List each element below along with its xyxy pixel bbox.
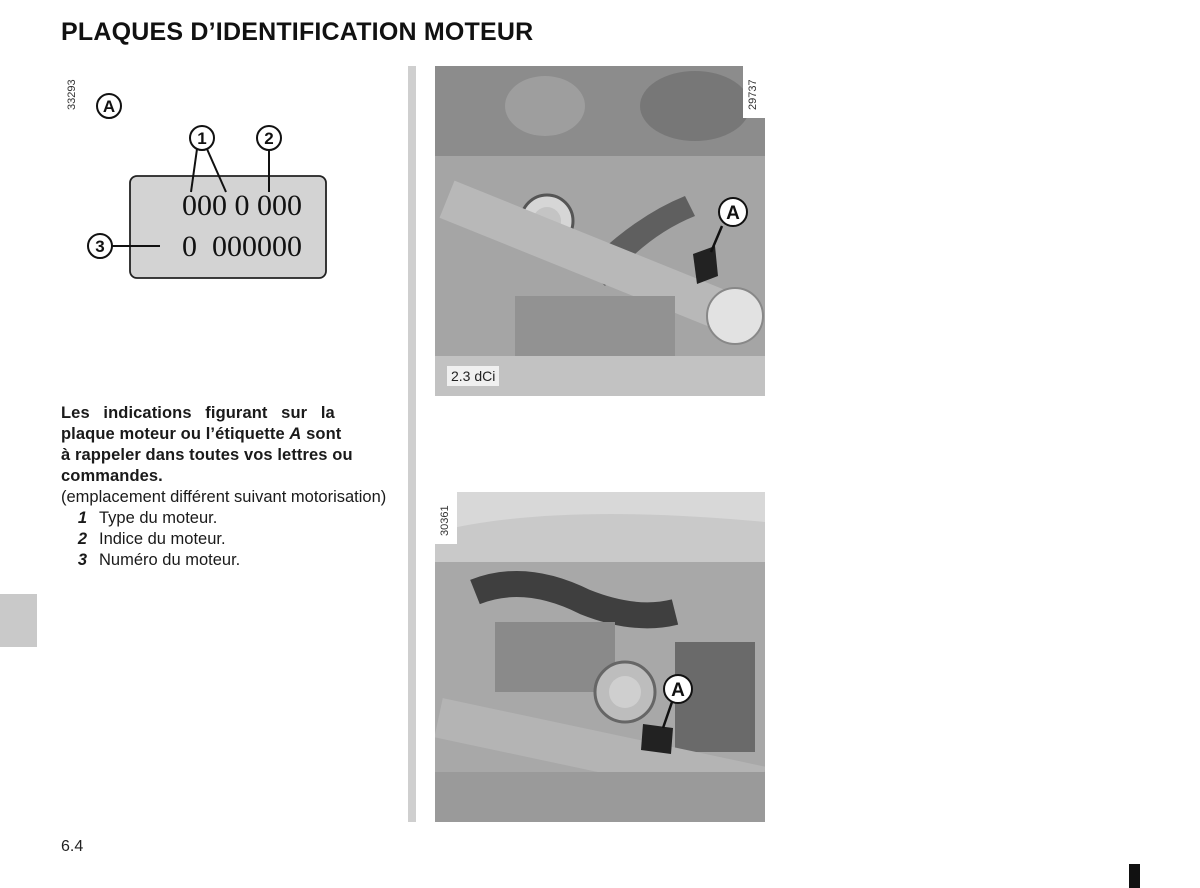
intro-line-3: à rappeler dans toutes vos lettres ou commandes.	[61, 446, 353, 485]
list-item: 1 Type du moteur.	[77, 509, 218, 527]
marker-a-bottom	[435, 492, 765, 822]
legend-list	[61, 508, 391, 571]
svg-text:2: 2	[264, 129, 274, 148]
svg-text:A: A	[671, 680, 685, 701]
plate-line-2: 0 000000	[182, 230, 302, 263]
label-a-circle	[97, 94, 121, 118]
page-number: 6.4	[61, 838, 84, 855]
photo-bottom-code: 30361	[439, 505, 451, 536]
page-title: PLAQUES D’IDENTIFICATION MOTEUR	[61, 18, 534, 46]
list-item: 3 Numéro du moteur.	[77, 551, 241, 569]
location-note: (emplacement différent suivant motorisation)	[61, 488, 387, 506]
photo-top-code: 29737	[747, 79, 759, 110]
svg-text:A: A	[726, 203, 740, 224]
engine-photo-alt	[435, 492, 765, 822]
label-a: A	[102, 97, 116, 116]
body-text	[61, 403, 391, 571]
svg-text:1: 1	[197, 129, 207, 148]
chapter-tab	[0, 594, 37, 647]
svg-text:3: 3	[95, 237, 105, 256]
list-item: 2 Indice du moteur.	[77, 530, 226, 548]
intro-line-2: plaque moteur ou l’étiquette A sont	[61, 425, 342, 443]
corner-mark	[1129, 864, 1140, 888]
plate-line-1: 000 0 000	[182, 189, 302, 222]
engine-photo-2-3-dci	[435, 66, 765, 396]
column-divider	[408, 66, 416, 822]
diagram-ref-code: 33293	[66, 79, 78, 110]
engine-plate-diagram	[80, 90, 340, 290]
engine-caption: 2.3 dCi	[447, 366, 499, 386]
marker-a-top	[435, 66, 765, 396]
intro-line-1: Les indications figurant sur la	[61, 404, 335, 422]
